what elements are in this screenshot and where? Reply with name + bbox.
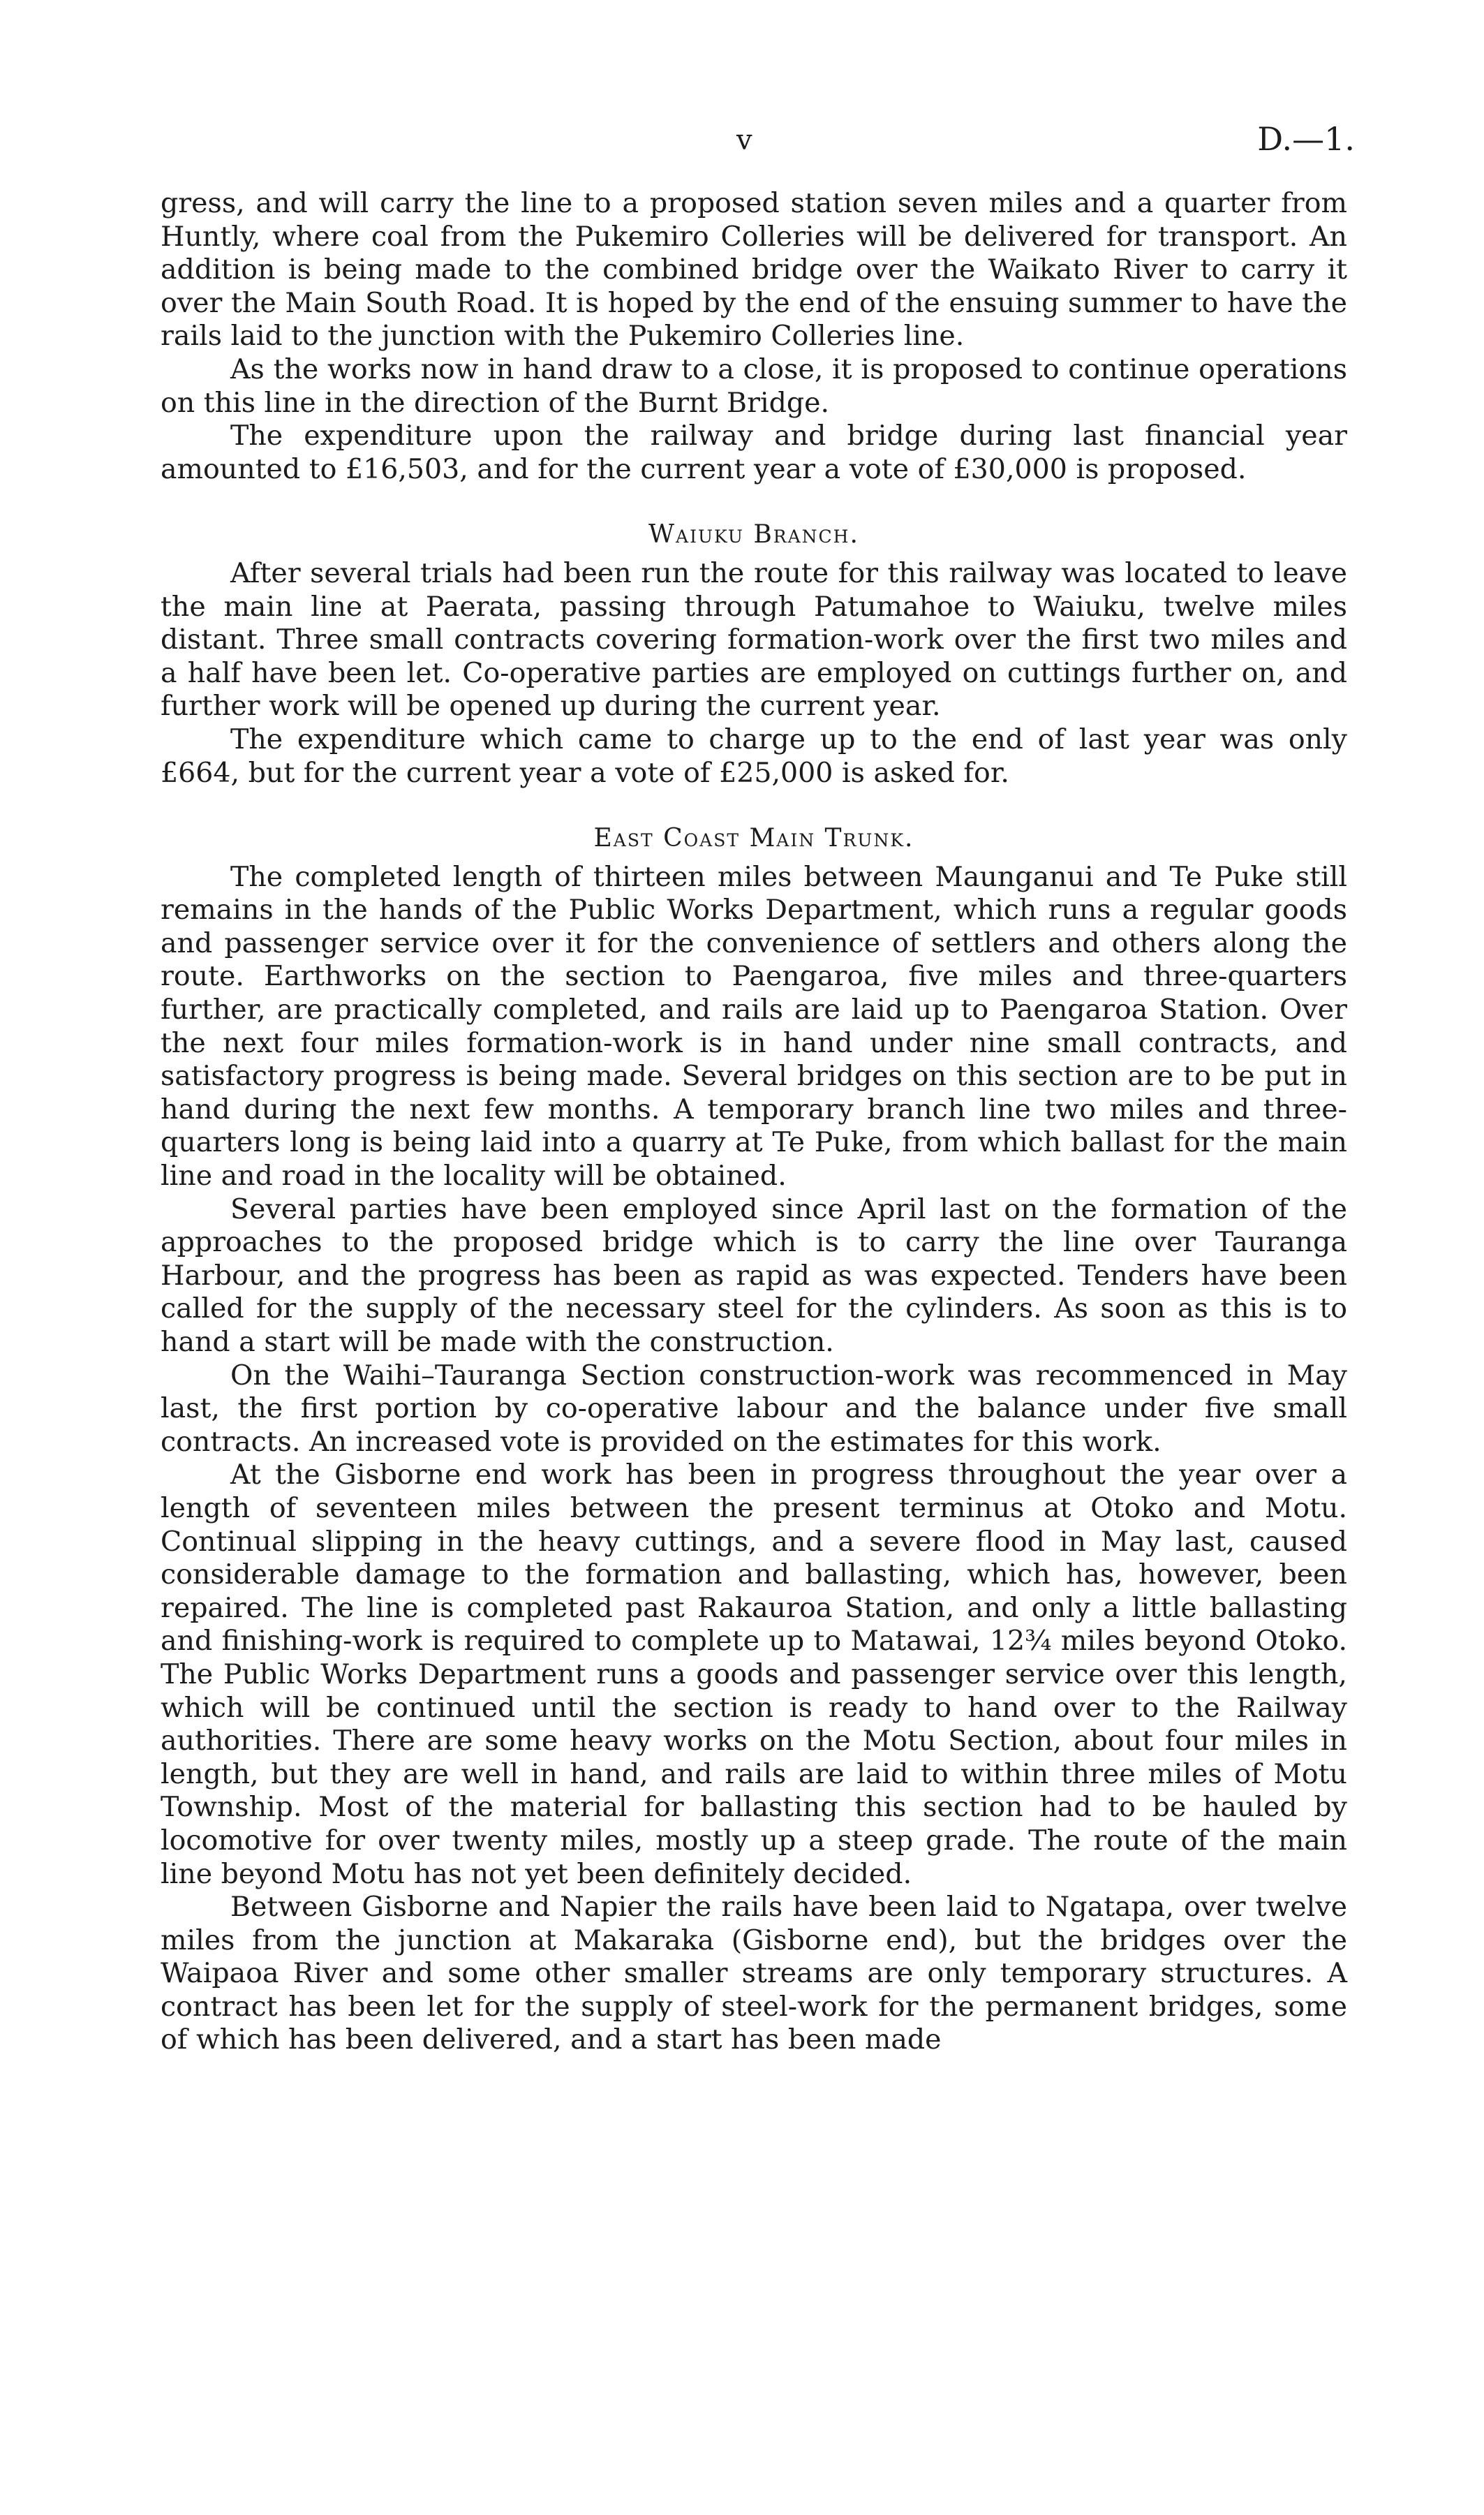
paragraph: The expenditure which came to charge up to the end of last year was only £664, but for the current year a vote of £25,000 is asked for.	[161, 723, 1347, 789]
section-heading-waiuku-branch: Waiuku Branch.	[648, 520, 859, 550]
paragraph: gress, and will carry the line to a proposed station seven miles and a quarter from Huntly, where coal from the Pukemiro Colleries will be delivered for transport. An addition is being made to the combined bridge over the Waikato River to carry it over the Main South Road. It is hoped by the end of the ensuing summer to have the rails laid to the junction with the Pukemiro Colleries line.	[161, 187, 1347, 353]
paragraph: On the Waihi–Tauranga Section construction-work was recommenced in May last, the first portion by co-operative labour and the balance under five small contracts. An increased vote is provided on the estimates for this work.	[161, 1359, 1347, 1458]
paragraph: Several parties have been employed since April last on the formation of the approaches to the proposed bridge which is to carry the line over Tauranga Harbour, and the progress has been as rapid as was expected. Tenders have been called for the supply of the necessary steel for the cylinders. As soon as this is to hand a start will be made with the construction.	[161, 1193, 1347, 1358]
paragraph: The expenditure upon the railway and bridge during last financial year amounted to £16,503, and for the current year a vote of £30,000 is proposed.	[161, 420, 1347, 485]
paragraph: Between Gisborne and Napier the rails have been laid to Ngatapa, over twelve miles from the junction at Makaraka (Gisborne end), but the bridges over the Waipaoa River and some other smaller streams are only temporary structures. A contract has been let for the supply of steel-work for the permanent bridges, some of which has been delivered, and a start has been made	[161, 1891, 1347, 2056]
paragraph: At the Gisborne end work has been in progress throughout the year over a length of seventeen miles between the present terminus at Otoko and Motu. Continual slipping in the heavy cuttings, and a severe flood in May last, caused considerable damage to the formation and ballasting, which has, however, been repaired. The line is completed past Rakauroa Station, and only a little ballasting and finishing-work is required to complete up to Matawai, 12¾ miles beyond Otoko. The Public Works Department runs a goods and passenger service over this length, which will be continued until the section is ready to hand over to the Railway authorities. There are some heavy works on the Motu Section, about four miles in length, but they are well in hand, and rails are laid to within three miles of Motu Township. Most of the material for ballasting this section had to be hauled by locomotive for over twenty miles, mostly up a steep grade. The route of the main line beyond Motu has not yet been definitely decided.	[161, 1459, 1347, 1890]
page-number: v	[736, 124, 752, 156]
document-code: D.—1.	[1257, 120, 1355, 158]
section-heading-east-coast-main-trunk: East Coast Main Trunk.	[593, 824, 914, 853]
document-body	[161, 187, 1347, 2057]
paragraph: After several trials had been run the route for this railway was located to leave the main line at Paerata, passing through Patumahoe to Waiuku, twelve miles distant. Three small contracts covering formation-work over the first two miles and a half have been let. Co-operative parties are employed on cuttings further on, and further work will be opened up during the current year.	[161, 556, 1347, 723]
paragraph: As the works now in hand draw to a close, it is proposed to continue operations on this line in the direction of the Burnt Bridge.	[161, 353, 1347, 419]
paragraph: The completed length of thirteen miles between Maunganui and Te Puke still remains in the hands of the Public Works Department, which runs a regular goods and passenger service over it for the convenience of settlers and others along the route. Earthworks on the section to Paengaroa, five miles and three-quarters further, are practically completed, and rails are laid up to Paengaroa Station. Over the next four miles formation-work is in hand under nine small contracts, and satisfactory progress is being made. Several bridges on this section are to be put in hand during the next few months. A temporary branch line two miles and three-quarters long is being laid into a quarry at Te Puke, from which ballast for the main line and road in the locality will be obtained.	[161, 860, 1347, 1193]
